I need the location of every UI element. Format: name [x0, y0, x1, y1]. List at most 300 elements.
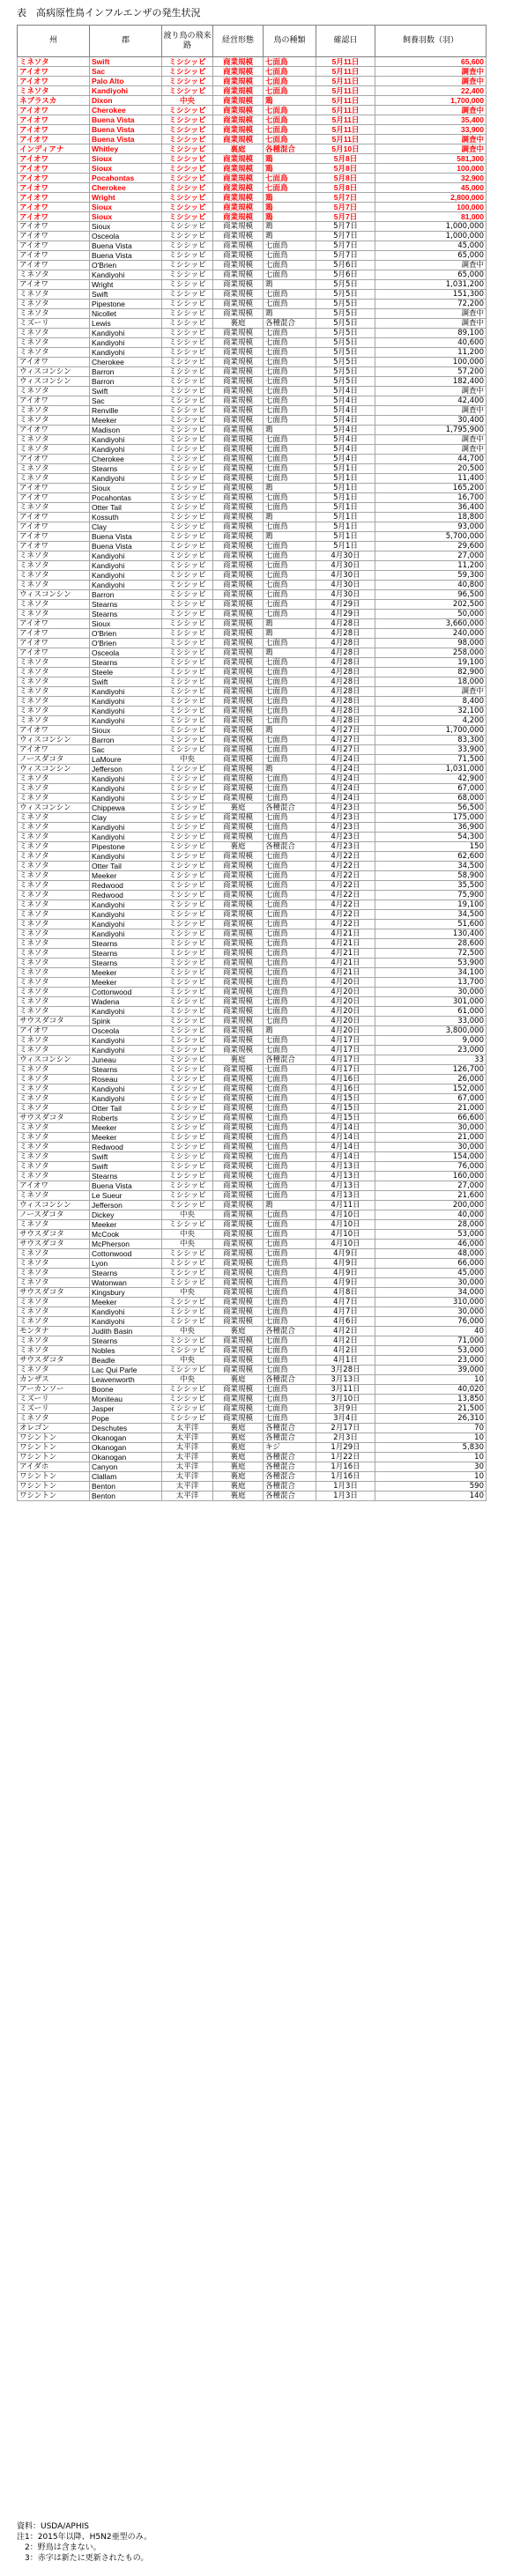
- cell-confirmed-date: 5月1日: [316, 493, 375, 503]
- cell-confirmed-date: 5月5日: [316, 300, 375, 309]
- cell-flock-size: 70: [375, 1424, 487, 1433]
- table-row: [18, 1375, 487, 1385]
- cell-county: Kingsbury: [90, 1288, 162, 1298]
- cell-county: Madison: [90, 426, 162, 435]
- cell-operation-type: 商業規模: [213, 1404, 264, 1414]
- cell-county: Cherokee: [90, 183, 162, 193]
- cell-confirmed-date: 5月4日: [316, 416, 375, 426]
- cell-flyway: ミシシッピ: [162, 1346, 213, 1356]
- table-row: [18, 900, 487, 910]
- cell-operation-type: 商業規模: [213, 900, 264, 910]
- cell-flock-size: 調査中: [375, 106, 487, 115]
- cell-county: Kandiyohi: [90, 561, 162, 571]
- cell-operation-type: 商業規模: [213, 396, 264, 406]
- cell-operation-type: 商業規模: [213, 1269, 264, 1278]
- cell-flyway: ミシシッピ: [162, 648, 213, 658]
- cell-flyway: ミシシッピ: [162, 251, 213, 261]
- cell-bird-type: 七面鳥: [264, 1094, 316, 1104]
- cell-state: アイオワ: [18, 513, 90, 522]
- cell-state: ミネソタ: [18, 1278, 90, 1288]
- cell-bird-type: 七面鳥: [264, 891, 316, 900]
- cell-county: Jefferson: [90, 1201, 162, 1210]
- table-row: [18, 1278, 487, 1288]
- cell-bird-type: 七面鳥: [264, 1084, 316, 1094]
- table-row: [18, 1026, 487, 1036]
- cell-flock-size: 53,000: [375, 1230, 487, 1240]
- cell-flyway: ミシシッピ: [162, 920, 213, 929]
- cell-county: Sac: [90, 396, 162, 406]
- cell-operation-type: 商業規模: [213, 1065, 264, 1075]
- cell-flyway: ミシシッピ: [162, 571, 213, 581]
- cell-county: Stearns: [90, 949, 162, 959]
- cell-flock-size: 82,900: [375, 668, 487, 677]
- cell-operation-type: 商業規模: [213, 1356, 264, 1366]
- cell-flock-size: 調査中: [375, 309, 487, 319]
- cell-state: ミネソタ: [18, 406, 90, 416]
- table-row: [18, 929, 487, 939]
- cell-operation-type: 商業規模: [213, 203, 264, 212]
- cell-flock-size: 39,000: [375, 1366, 487, 1375]
- cell-county: Meeker: [90, 1298, 162, 1307]
- cell-confirmed-date: 4月2日: [316, 1346, 375, 1356]
- cell-confirmed-date: 4月16日: [316, 1075, 375, 1084]
- cell-operation-type: 商業規模: [213, 871, 264, 881]
- cell-flyway: ミシシッピ: [162, 503, 213, 513]
- cell-county: Palo Alto: [90, 77, 162, 86]
- cell-bird-type: 七面鳥: [264, 910, 316, 920]
- table-row: [18, 1404, 487, 1414]
- table-row: [18, 464, 487, 474]
- cell-bird-type: 七面鳥: [264, 1046, 316, 1055]
- cell-county: Wright: [90, 280, 162, 290]
- cell-operation-type: 商業規模: [213, 590, 264, 600]
- cell-bird-type: 七面鳥: [264, 1152, 316, 1162]
- cell-county: Clay: [90, 813, 162, 823]
- cell-state: アイオワ: [18, 532, 90, 542]
- cell-flyway: ミシシッピ: [162, 261, 213, 270]
- cell-bird-type: 各種混合: [264, 842, 316, 852]
- cell-state: ミズーリ: [18, 1404, 90, 1414]
- cell-county: Whitley: [90, 144, 162, 154]
- cell-state: ミネソタ: [18, 988, 90, 997]
- cell-flock-size: 26,000: [375, 1075, 487, 1084]
- cell-confirmed-date: 4月21日: [316, 939, 375, 949]
- cell-confirmed-date: 5月4日: [316, 406, 375, 416]
- cell-state: ミネソタ: [18, 1084, 90, 1094]
- cell-county: Kandiyohi: [90, 581, 162, 590]
- table-row: [18, 1356, 487, 1366]
- table-row: [18, 319, 487, 329]
- cell-state: アイオワ: [18, 619, 90, 629]
- cell-county: Wadena: [90, 997, 162, 1007]
- cell-confirmed-date: 4月28日: [316, 639, 375, 648]
- cell-county: Meeker: [90, 978, 162, 988]
- cell-bird-type: 七面鳥: [264, 348, 316, 358]
- cell-confirmed-date: 5月7日: [316, 232, 375, 241]
- cell-state: ミネソタ: [18, 716, 90, 726]
- table-row: [18, 833, 487, 842]
- cell-state: ミネソタ: [18, 1075, 90, 1084]
- cell-confirmed-date: 1月16日: [316, 1462, 375, 1472]
- table-row: [18, 939, 487, 949]
- cell-state: ミネソタ: [18, 852, 90, 862]
- cell-bird-type: 各種混合: [264, 1462, 316, 1472]
- cell-confirmed-date: 4月28日: [316, 716, 375, 726]
- cell-flock-size: 32,100: [375, 707, 487, 716]
- cell-bird-type: 七面鳥: [264, 1336, 316, 1346]
- cell-flock-size: 34,500: [375, 862, 487, 871]
- cell-state: アイオワ: [18, 261, 90, 270]
- cell-bird-type: 七面鳥: [264, 338, 316, 348]
- cell-county: Kandiyohi: [90, 86, 162, 96]
- cell-operation-type: 商業規模: [213, 1336, 264, 1346]
- cell-state: ミネソタ: [18, 658, 90, 668]
- cell-confirmed-date: 4月28日: [316, 658, 375, 668]
- cell-flyway: ミシシッピ: [162, 377, 213, 387]
- cell-county: Swift: [90, 290, 162, 300]
- cell-flock-size: 200,000: [375, 1201, 487, 1210]
- cell-state: アイオワ: [18, 484, 90, 493]
- table-row: [18, 1181, 487, 1191]
- cell-bird-type: 七面鳥: [264, 1404, 316, 1414]
- cell-state: ミネソタ: [18, 309, 90, 319]
- cell-state: サウスダコタ: [18, 1017, 90, 1026]
- cell-flock-size: 調査中: [375, 435, 487, 445]
- cell-flock-size: 45,000: [375, 183, 487, 193]
- cell-county: Roberts: [90, 1114, 162, 1123]
- table-row: [18, 1084, 487, 1094]
- cell-flyway: ミシシッピ: [162, 784, 213, 794]
- cell-bird-type: 鶏: [264, 1026, 316, 1036]
- cell-state: ミネソタ: [18, 1336, 90, 1346]
- table-row: [18, 1055, 487, 1065]
- cell-bird-type: 七面鳥: [264, 1181, 316, 1191]
- cell-operation-type: 商業規模: [213, 910, 264, 920]
- cell-flyway: ミシシッピ: [162, 813, 213, 823]
- cell-bird-type: 七面鳥: [264, 707, 316, 716]
- table-row: [18, 532, 487, 542]
- cell-flyway: ミシシッピ: [162, 1317, 213, 1327]
- table-row: [18, 522, 487, 532]
- cell-state: カンザス: [18, 1375, 90, 1385]
- cell-flock-size: 58,900: [375, 871, 487, 881]
- cell-confirmed-date: 5月5日: [316, 367, 375, 377]
- cell-bird-type: 七面鳥: [264, 445, 316, 455]
- cell-state: ミネソタ: [18, 387, 90, 396]
- table-row: [18, 1075, 487, 1084]
- cell-operation-type: 商業規模: [213, 1230, 264, 1240]
- cell-confirmed-date: 5月5日: [316, 329, 375, 338]
- cell-confirmed-date: 5月7日: [316, 193, 375, 203]
- cell-flyway: ミシシッピ: [162, 1094, 213, 1104]
- cell-bird-type: 七面鳥: [264, 135, 316, 144]
- cell-bird-type: 七面鳥: [264, 77, 316, 86]
- cell-bird-type: 七面鳥: [264, 610, 316, 619]
- table-row: [18, 1327, 487, 1336]
- cell-operation-type: 商業規模: [213, 600, 264, 610]
- cell-flock-size: 44,700: [375, 455, 487, 464]
- table-row: [18, 115, 487, 125]
- cell-state: ミネソタ: [18, 968, 90, 978]
- cell-operation-type: 裏庭: [213, 1482, 264, 1492]
- cell-operation-type: 商業規模: [213, 1220, 264, 1230]
- cell-state: ミネソタ: [18, 978, 90, 988]
- table-row: [18, 997, 487, 1007]
- cell-confirmed-date: 4月10日: [316, 1210, 375, 1220]
- cell-flock-size: 13,850: [375, 1395, 487, 1404]
- cell-state: アイオワ: [18, 1181, 90, 1191]
- table-row: [18, 1269, 487, 1278]
- cell-bird-type: 鶏: [264, 164, 316, 174]
- cell-state: ミネソタ: [18, 329, 90, 338]
- header-state: 州: [18, 26, 90, 57]
- cell-state: アイオワ: [18, 203, 90, 212]
- table-row: [18, 910, 487, 920]
- cell-bird-type: 七面鳥: [264, 435, 316, 445]
- cell-operation-type: 商業規模: [213, 997, 264, 1007]
- cell-operation-type: 商業規模: [213, 1172, 264, 1181]
- cell-operation-type: 商業規模: [213, 1298, 264, 1307]
- cell-operation-type: 商業規模: [213, 687, 264, 697]
- cell-flock-size: 8,400: [375, 697, 487, 707]
- cell-confirmed-date: 5月4日: [316, 435, 375, 445]
- cell-confirmed-date: 5月4日: [316, 387, 375, 396]
- table-row: [18, 280, 487, 290]
- cell-county: Dixon: [90, 96, 162, 106]
- cell-operation-type: 商業規模: [213, 542, 264, 551]
- cell-bird-type: 鶏: [264, 232, 316, 241]
- cell-county: Kandiyohi: [90, 697, 162, 707]
- cell-operation-type: 商業規模: [213, 1084, 264, 1094]
- table-row: [18, 513, 487, 522]
- cell-state: ミネソタ: [18, 1414, 90, 1424]
- cell-flock-size: 28,600: [375, 939, 487, 949]
- cell-operation-type: 商業規模: [213, 707, 264, 716]
- cell-operation-type: 商業規模: [213, 794, 264, 803]
- cell-county: Stearns: [90, 610, 162, 619]
- cell-confirmed-date: 3月28日: [316, 1366, 375, 1375]
- cell-state: アイオワ: [18, 639, 90, 648]
- cell-confirmed-date: 4月29日: [316, 610, 375, 619]
- cell-operation-type: 商業規模: [213, 445, 264, 455]
- cell-flock-size: 1,031,200: [375, 280, 487, 290]
- cell-flock-size: 40,000: [375, 1210, 487, 1220]
- cell-county: Kandiyohi: [90, 571, 162, 581]
- table-row: [18, 396, 487, 406]
- table-row: [18, 222, 487, 232]
- cell-county: Swift: [90, 1152, 162, 1162]
- cell-confirmed-date: 4月16日: [316, 1084, 375, 1094]
- cell-state: ミネソタ: [18, 813, 90, 823]
- cell-county: Stearns: [90, 464, 162, 474]
- cell-bird-type: 七面鳥: [264, 1317, 316, 1327]
- table-row: [18, 367, 487, 377]
- cell-county: Benton: [90, 1482, 162, 1492]
- cell-flock-size: 65,000: [375, 251, 487, 261]
- cell-county: Cherokee: [90, 455, 162, 464]
- cell-operation-type: 商業規模: [213, 1133, 264, 1143]
- cell-county: Clallam: [90, 1472, 162, 1482]
- cell-confirmed-date: 4月27日: [316, 736, 375, 745]
- cell-state: ミネソタ: [18, 551, 90, 561]
- cell-state: ミネソタ: [18, 300, 90, 309]
- cell-confirmed-date: 4月13日: [316, 1181, 375, 1191]
- cell-bird-type: 七面鳥: [264, 125, 316, 135]
- cell-flock-size: 100,000: [375, 358, 487, 367]
- cell-flock-size: 46,000: [375, 1240, 487, 1249]
- cell-flock-size: 22,400: [375, 86, 487, 96]
- cell-bird-type: 七面鳥: [264, 949, 316, 959]
- cell-state: ウィスコンシン: [18, 590, 90, 600]
- table-row: [18, 86, 487, 96]
- cell-operation-type: 商業規模: [213, 1017, 264, 1026]
- cell-confirmed-date: 1月3日: [316, 1492, 375, 1501]
- cell-flyway: ミシシッピ: [162, 639, 213, 648]
- cell-flock-size: 20,500: [375, 464, 487, 474]
- cell-operation-type: 裏庭: [213, 1375, 264, 1385]
- cell-county: Kandiyohi: [90, 551, 162, 561]
- cell-flyway: 中央: [162, 755, 213, 765]
- cell-county: Kandiyohi: [90, 823, 162, 833]
- cell-state: ミネソタ: [18, 1162, 90, 1172]
- cell-county: Kandiyohi: [90, 1036, 162, 1046]
- cell-bird-type: 七面鳥: [264, 920, 316, 929]
- cell-county: Pocahontas: [90, 493, 162, 503]
- cell-confirmed-date: 4月2日: [316, 1327, 375, 1336]
- cell-bird-type: 鶏: [264, 309, 316, 319]
- cell-operation-type: 商業規模: [213, 86, 264, 96]
- cell-flock-size: 40,020: [375, 1385, 487, 1395]
- cell-county: Otter Tail: [90, 503, 162, 513]
- cell-bird-type: 七面鳥: [264, 1007, 316, 1017]
- cell-flock-size: 10: [375, 1472, 487, 1482]
- cell-flyway: ミシシッピ: [162, 852, 213, 862]
- cell-state: ミネソタ: [18, 929, 90, 939]
- cell-confirmed-date: 4月22日: [316, 920, 375, 929]
- cell-county: Okanogan: [90, 1453, 162, 1462]
- table-row: [18, 871, 487, 881]
- cell-confirmed-date: 4月9日: [316, 1278, 375, 1288]
- cell-county: Cottonwood: [90, 1249, 162, 1259]
- cell-operation-type: 商業規模: [213, 1007, 264, 1017]
- cell-operation-type: 商業規模: [213, 852, 264, 862]
- cell-bird-type: 七面鳥: [264, 1123, 316, 1133]
- cell-flock-size: 10: [375, 1433, 487, 1443]
- cell-state: アイオワ: [18, 542, 90, 551]
- table-row: [18, 891, 487, 900]
- cell-operation-type: 商業規模: [213, 988, 264, 997]
- cell-bird-type: 七面鳥: [264, 416, 316, 426]
- cell-bird-type: 七面鳥: [264, 493, 316, 503]
- cell-flock-size: 21,000: [375, 1133, 487, 1143]
- cell-flock-size: 調査中: [375, 67, 487, 77]
- cell-county: Sioux: [90, 154, 162, 164]
- cell-flock-size: 93,000: [375, 522, 487, 532]
- cell-bird-type: 鶏: [264, 154, 316, 164]
- cell-bird-type: 七面鳥: [264, 1075, 316, 1084]
- cell-bird-type: 七面鳥: [264, 67, 316, 77]
- cell-bird-type: 七面鳥: [264, 959, 316, 968]
- table-row: [18, 1094, 487, 1104]
- cell-operation-type: 商業規模: [213, 833, 264, 842]
- cell-confirmed-date: 4月15日: [316, 1094, 375, 1104]
- cell-county: Meeker: [90, 1123, 162, 1133]
- table-row: [18, 842, 487, 852]
- cell-flock-size: 19,100: [375, 900, 487, 910]
- cell-bird-type: 七面鳥: [264, 1191, 316, 1201]
- cell-operation-type: 商業規模: [213, 619, 264, 629]
- cell-state: アイオワ: [18, 358, 90, 367]
- cell-bird-type: 七面鳥: [264, 522, 316, 532]
- cell-confirmed-date: 4月22日: [316, 910, 375, 920]
- table-row: [18, 1482, 487, 1492]
- table-row: [18, 377, 487, 387]
- table-row: [18, 193, 487, 203]
- cell-confirmed-date: 4月27日: [316, 745, 375, 755]
- cell-county: Sioux: [90, 726, 162, 736]
- cell-flyway: ミシシッピ: [162, 561, 213, 571]
- cell-county: Juneau: [90, 1055, 162, 1065]
- cell-flock-size: 66,000: [375, 1259, 487, 1269]
- cell-confirmed-date: 4月28日: [316, 687, 375, 697]
- cell-flock-size: 240,000: [375, 629, 487, 639]
- cell-operation-type: 商業規模: [213, 677, 264, 687]
- cell-state: ミネソタ: [18, 1249, 90, 1259]
- cell-operation-type: 商業規模: [213, 629, 264, 639]
- cell-flyway: ミシシッピ: [162, 1075, 213, 1084]
- table-row: [18, 106, 487, 115]
- cell-confirmed-date: 5月5日: [316, 377, 375, 387]
- table-row: [18, 968, 487, 978]
- cell-state: アイオワ: [18, 222, 90, 232]
- cell-flock-size: 76,000: [375, 1162, 487, 1172]
- cell-confirmed-date: 5月5日: [316, 358, 375, 367]
- cell-county: Kandiyohi: [90, 716, 162, 726]
- cell-county: Meeker: [90, 1133, 162, 1143]
- cell-operation-type: 商業規模: [213, 1288, 264, 1298]
- cell-bird-type: 七面鳥: [264, 929, 316, 939]
- cell-state: ワシントン: [18, 1453, 90, 1462]
- cell-confirmed-date: 4月7日: [316, 1298, 375, 1307]
- cell-operation-type: 裏庭: [213, 803, 264, 813]
- cell-county: Kandiyohi: [90, 929, 162, 939]
- cell-flyway: ミシシッピ: [162, 387, 213, 396]
- cell-flyway: ミシシッピ: [162, 949, 213, 959]
- cell-bird-type: 七面鳥: [264, 1346, 316, 1356]
- cell-flock-size: 3,800,000: [375, 1026, 487, 1036]
- cell-operation-type: 商業規模: [213, 1414, 264, 1424]
- cell-flyway: ミシシッピ: [162, 464, 213, 474]
- cell-flock-size: 18,000: [375, 677, 487, 687]
- table-row: [18, 1201, 487, 1210]
- cell-state: ミネソタ: [18, 833, 90, 842]
- table-row: [18, 1143, 487, 1152]
- cell-flock-size: 67,000: [375, 784, 487, 794]
- cell-flyway: ミシシッピ: [162, 581, 213, 590]
- cell-county: Stearns: [90, 959, 162, 968]
- cell-flyway: ミシシッピ: [162, 900, 213, 910]
- cell-state: アイオワ: [18, 629, 90, 639]
- cell-bird-type: 七面鳥: [264, 900, 316, 910]
- cell-operation-type: 商業規模: [213, 939, 264, 949]
- cell-flock-size: 154,000: [375, 1152, 487, 1162]
- cell-confirmed-date: 4月23日: [316, 823, 375, 833]
- cell-flyway: ミシシッピ: [162, 823, 213, 833]
- table-row: [18, 174, 487, 183]
- cell-state: サウスダコタ: [18, 1114, 90, 1123]
- cell-bird-type: 七面鳥: [264, 86, 316, 96]
- cell-bird-type: 七面鳥: [264, 1269, 316, 1278]
